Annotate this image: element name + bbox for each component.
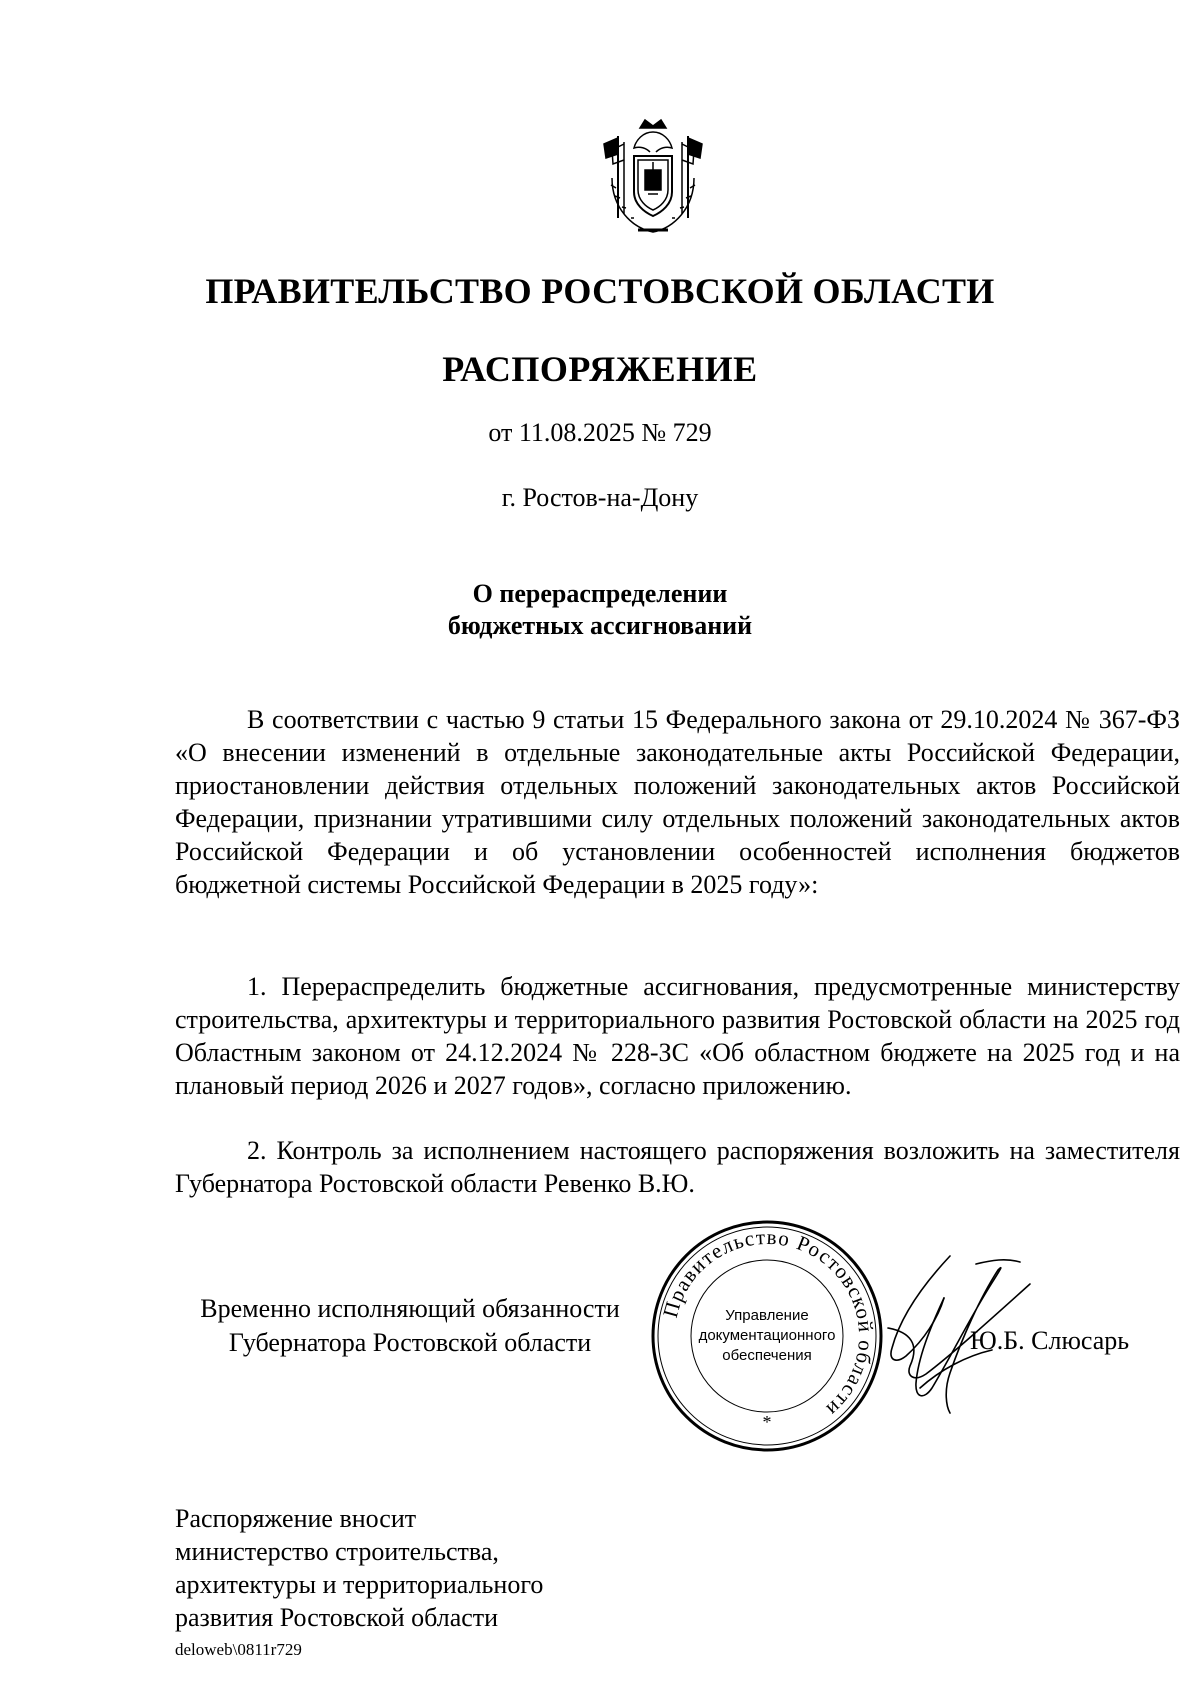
official-seal (649, 1218, 885, 1454)
signatory-position-line-2: Губернатора Ростовской области (228, 1328, 592, 1357)
document-type-title: РАСПОРЯЖЕНИЕ (442, 349, 758, 389)
government-title: ПРАВИТЕЛЬСТВО РОСТОВСКОЙ ОБЛАСТИ (205, 271, 995, 311)
submitter-note (175, 1502, 543, 1634)
subject-line-1: О перераспределении (472, 579, 728, 608)
seal-inner-line-3: обеспечения (722, 1347, 812, 1364)
seal-inner-line-1: Управление (725, 1307, 809, 1324)
seal-ring-text: Правительство Ростовской области (657, 1224, 879, 1423)
signatory-position (175, 1292, 645, 1360)
signatory-position-line-1: Временно исполняющий обязанности (200, 1294, 620, 1323)
item-1-paragraph: 1. Перераспределить бюджетные ассигнования, предусмотренные министерству строительства, архитектуры и территориального развития Ростовской области на 2025 год Областным законом от 24.12.2024 № 228-ЗС «Об областном бюджете на 2025 год и на плановый период 2026 и 2027 годов», согласно приложению. (175, 972, 1180, 1100)
city-line: г. Ростов-на-Дону (501, 483, 699, 512)
item-2-paragraph: 2. Контроль за исполнением настоящего распоряжения возложить на заместителя Губернатора Ростовской области Ревенко В.Ю. (175, 1136, 1180, 1198)
document-subject (0, 578, 1200, 642)
coat-of-arms-emblem (598, 118, 708, 238)
submitter-line-2: министерство строительства, (175, 1537, 499, 1566)
submitter-line-3: архитектуры и территориального (175, 1570, 544, 1599)
seal-inner-line-2: документационного (698, 1327, 836, 1344)
preamble-paragraph: В соответствии с частью 9 статьи 15 Федерального закона от 29.10.2024 № 367-ФЗ «О внесении изменений в отдельные законодательные акты Российской Федерации, приостановлении действия отдельных положений законодательных актов Российской Федерации, признании утратившими силу отдельных положений законодательных актов Российской Федерации и об установлении особенностей исполнения бюджетов бюджетной системы Российской Федерации в 2025 году»: (175, 705, 1180, 899)
date-number-line: от 11.08.2025 № 729 (488, 418, 712, 447)
submitter-line-4: развития Ростовской области (175, 1603, 499, 1632)
file-code: deloweb\0811r729 (175, 1640, 302, 1659)
seal-star: * (762, 1412, 772, 1432)
submitter-line-1: Распоряжение вносит (175, 1504, 417, 1533)
subject-line-2: бюджетных ассигнований (447, 611, 753, 640)
signatory-name: Ю.Б. Слюсарь (970, 1326, 1130, 1355)
